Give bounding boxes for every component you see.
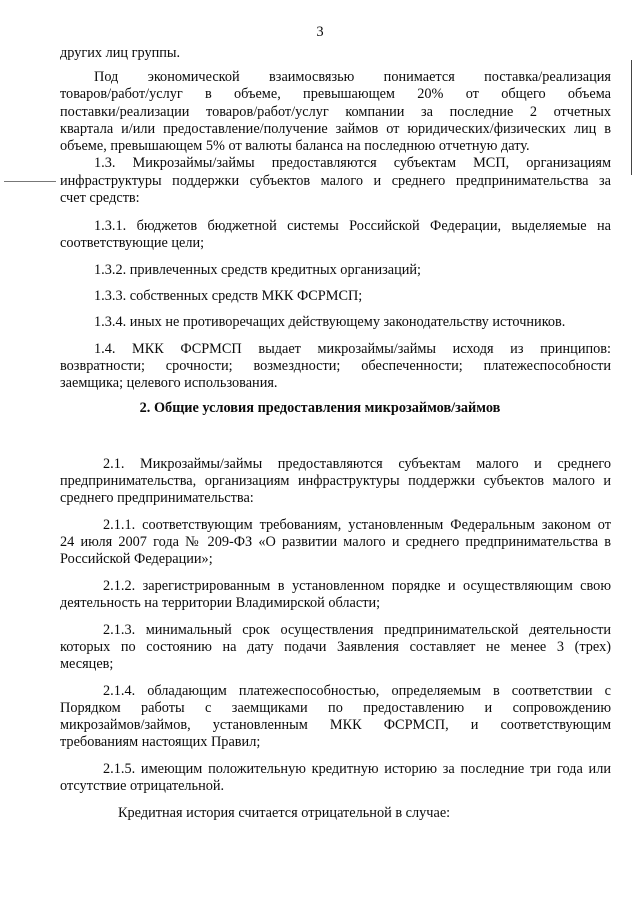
text-line: 1.3.3. собственных средств МКК ФСРМСП; xyxy=(94,288,363,304)
text-line: заемщика; целевого использования. xyxy=(60,375,278,391)
text-line: Под экономической взаимосвязью понимается поставка/реализация xyxy=(94,69,611,85)
text-line: товаров/работ/услуг в объеме, превышающем 20% от общего объема xyxy=(60,86,611,102)
text-line: 2.1.1. соответствующим требованиям, установленным Федеральным законом от xyxy=(103,517,611,533)
text-line: 2.1.5. имеющим положительную кредитную историю за последние три года или xyxy=(103,761,611,777)
text-line: 1.3.2. привлеченных средств кредитных организаций; xyxy=(94,262,422,278)
text-line: деятельность на территории Владимирской области; xyxy=(60,595,381,611)
text-line: 1.4. МКК ФСРМСП выдает микрозаймы/займы исходя из принципов: xyxy=(94,341,611,357)
text-line: квартала и/или предоставление/получение займов от юридических/физических лиц в xyxy=(60,121,611,137)
text-line: других лиц группы. xyxy=(60,45,181,61)
text-line: поставки/реализации товаров/работ/услуг компании за последние 2 отчетных xyxy=(60,104,611,120)
text-line: 2.1.2. зарегистрированным в установленном порядке и осуществляющим свою xyxy=(103,578,611,594)
text-line: Порядком работы с заемщиками по предоставлению и сопровождению xyxy=(60,700,611,716)
text-line: отсутствие отрицательной. xyxy=(60,778,225,794)
text-line: 2.1.3. минимальный срок осуществления предпринимательской деятельности xyxy=(103,622,611,638)
text-line: счет средств: xyxy=(60,190,140,206)
scan-margin-mark xyxy=(4,181,56,182)
text-line: инфраструктуры поддержки субъектов малого и среднего предпринимательства за xyxy=(60,173,611,189)
text-line: соответствующие цели; xyxy=(60,235,205,251)
text-line: 2.1. Микрозаймы/займы предоставляются субъектам малого и среднего xyxy=(103,456,611,472)
text-line: возвратности; срочности; возмездности; обеспеченности; платежеспособности xyxy=(60,358,611,374)
text-line: которых по состоянию на дату подачи Заявления составляет не менее 3 (трех) xyxy=(60,639,611,655)
text-line: требованиям настоящих Правил; xyxy=(60,734,261,750)
text-line: 1.3.1. бюджетов бюджетной системы Российской Федерации, выделяемые на xyxy=(94,218,611,234)
text-line: 1.3.4. иных не противоречащих действующему законодательству источников. xyxy=(94,314,566,330)
text-line: предпринимательства, организациям инфраструктуры поддержки субъектов малого и xyxy=(60,473,611,489)
text-line: Российской Федерации»; xyxy=(60,551,213,567)
text-line: микрозаймов/займов, установленным МКК ФСРМСП, и соответствующим xyxy=(60,717,611,733)
section-heading: 2. Общие условия предоставления микрозаймов/займов xyxy=(139,400,501,416)
text-line: 1.3. Микрозаймы/займы предоставляются субъектам МСП, организациям xyxy=(94,155,611,171)
text-line: 24 июля 2007 года № 209-ФЗ «О развитии малого и среднего предпринимательства в xyxy=(60,534,611,550)
scan-edge-mark xyxy=(631,60,632,175)
text-line: Кредитная история считается отрицательной в случае: xyxy=(118,805,451,821)
text-line: месяцев; xyxy=(60,656,114,672)
text-line: 2.1.4. обладающим платежеспособностью, определяемым в соответствии с xyxy=(103,683,611,699)
text-line: среднего предпринимательства: xyxy=(60,490,254,506)
page-number: 3 xyxy=(316,24,324,40)
text-line: объеме, превышающем 5% от валюты баланса на последнюю отчетную дату. xyxy=(60,138,530,154)
